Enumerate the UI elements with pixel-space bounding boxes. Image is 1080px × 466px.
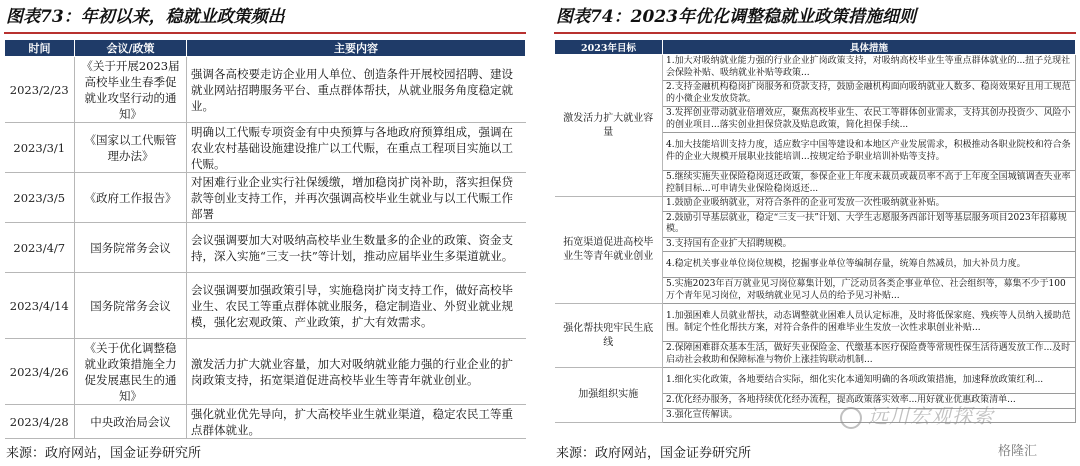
measure-item: 4.加大技能培训支持力度，适应数字中国等建设和本地区产业发展需求，积极推动各职业院校和符合条件的企业大规模开展职业技能培训...按规定给予职业培训补贴等支持。 (663, 133, 1076, 171)
measure-item: 2.鼓励引导基层就业，稳定“三支一扶”计划、大学生志愿服务西部计划等基层服务项目2023年招募规模。 (663, 211, 1076, 237)
table-row (5, 173, 526, 223)
row-meeting: 国务院常务会议 (75, 273, 187, 339)
row-date: 2023/2/23 (5, 57, 75, 123)
row-content: 会议强调要加大对吸纳高校毕业生数量多的企业的政策、资金支持，深入实施“三支一扶”等计划，推动应届毕业生多渠道就业。 (187, 223, 526, 273)
table-row (5, 123, 526, 173)
table-row (555, 55, 1076, 81)
measure-item: 2.保障困难群众基本生活，做好失业保险金、代缴基本医疗保险费等常规性保生活待遇发放工作...及时启动社会救助和保障标准与物价上涨挂钩联动机制... (663, 342, 1076, 368)
watermark (840, 400, 994, 429)
measure-item: 1.加大对吸纳就业能力强的行业企业扩岗政策支持，对吸纳高校毕业生等重点群体就业的...扭子兑现社会保险补贴、吸纳就业补贴等政策... (663, 55, 1076, 81)
row-content: 强调各高校要走访企业用人单位、创造条件开展校园招聘、建设就业网站招聘服务平台、重点群体帮扶，从就业服务角度稳定就业。 (187, 57, 526, 123)
header-content: 主要内容 (187, 40, 526, 57)
row-date: 2023/3/5 (5, 173, 75, 223)
table-row (555, 197, 1076, 212)
left-policy-table (4, 39, 526, 439)
measure-item: 3.支持国有企业扩大招聘规模。 (663, 237, 1076, 252)
measure-item: 1.细化实化政策，各地要结合实际，细化实化本通知明确的各项政策措施，加速释放政策红利... (663, 368, 1076, 394)
row-meeting: 国务院常务会议 (75, 223, 187, 273)
header-meeting: 会议/政策 (75, 40, 187, 57)
row-content: 明确以工代赈专项资金有中央预算与各地政府预算组成，强调在农业农村基础设施建设推广以工代赈，在重点工程项目实施以工代赈。 (187, 123, 526, 173)
right-table-header (555, 40, 1076, 55)
table-row (555, 368, 1076, 394)
row-date: 2023/3/1 (5, 123, 75, 173)
right-figure-title: 图表74：2023年优化调整稳就业政策措施细则 (554, 0, 1076, 34)
row-meeting: 中央政治局会议 (75, 405, 187, 439)
measure-item: 2.支持金融机构稳岗扩岗服务和贷款支持，鼓励金融机构面向吸纳就业人数多、稳岗效果好且用工规范的小微企业发放贷款。 (663, 81, 1076, 107)
row-date: 2023/4/14 (5, 273, 75, 339)
row-date: 2023/4/28 (5, 405, 75, 439)
table-row (5, 273, 526, 339)
row-content: 激发活力扩大就业容量，加大对吸纳就业能力强的行业企业的扩岗政策支持，拓宽渠道促进高校毕业生等青年就业创业。 (187, 339, 526, 405)
row-content: 强化就业优先导向，扩大高校毕业生就业渠道，稳定农民工等重点群体就业。 (187, 405, 526, 439)
watermark-text: 远川宏观探索 (868, 404, 994, 428)
watermark-icon (840, 407, 862, 429)
row-meeting: 《国家以工代赈管理办法》 (75, 123, 187, 173)
measure-item: 5.继续实施失业保险稳岗返还政策，参保企业上年度未裁员或裁员率不高于上年度全国城镇调查失业率控制目标...可申请失业保险稳岗返还... (663, 171, 1076, 197)
row-meeting: 《政府工作报告》 (75, 173, 187, 223)
left-panel (4, 0, 526, 439)
row-meeting: 《关于优化调整稳就业政策措施全力促发展惠民生的通知》 (75, 339, 187, 405)
row-content: 对困难行业企业实行社保缓缴，增加稳岗扩岗补助，落实担保贷款等创业支持工作，并再次强调高校毕业生就业与以工代赈工作部署 (187, 173, 526, 223)
measure-item: 3.发挥创业带动就业倍增效应，聚焦高校毕业生、农民工等群体创业需求，支持其创办投资少、风险小的创业项目...落实创业担保贷款及贴息政策，简化担保手续... (663, 107, 1076, 133)
table-row (5, 223, 526, 273)
table-row (5, 339, 526, 405)
table-row (555, 304, 1076, 342)
row-content: 会议强调要加强政策引导，实施稳岗扩岗支持工作，做好高校毕业生、农民工等重点群体就业服务，稳定制造业、外贸业就业规模，强化宏观政策、产业政策，扩大有效需求。 (187, 273, 526, 339)
measure-item: 1.加强困难人员就业帮扶，动态调整就业困难人员认定标准，及时将低保家庭、残疾等人员纳入援助范围。制定个性化帮扶方案，对符合条件的困难毕业生发放一次性求职创业补贴... (663, 304, 1076, 342)
goal-cell: 加强组织实施 (555, 368, 663, 423)
goal-cell: 激发活力扩大就业容量 (555, 55, 663, 197)
logo: 格隆汇 (998, 444, 1038, 459)
row-meeting: 《关于开展2023届高校毕业生春季促就业攻坚行动的通知》 (75, 57, 187, 123)
header-measures: 具体措施 (663, 40, 1076, 55)
right-measures-table (554, 39, 1076, 423)
measure-item: 5.实施2023年百万就业见习岗位募集计划，广泛动员各类企事业单位、社会组织等，募集不少于100万个青年见习岗位，对吸纳就业见习人员的给予见习补贴... (663, 278, 1076, 304)
left-figure-title: 图表73：年初以来，稳就业政策频出 (4, 0, 526, 34)
table-row (5, 57, 526, 123)
goal-cell: 拓宽渠道促进高校毕业生等青年就业创业 (555, 197, 663, 304)
measure-item: 4.稳定机关事业单位岗位规模，挖掘事业单位等编制存量，统筹自然减员，加大补员力度。 (663, 252, 1076, 278)
row-date: 2023/4/26 (5, 339, 75, 405)
table-row (5, 405, 526, 439)
row-date: 2023/4/7 (5, 223, 75, 273)
right-panel (554, 0, 1076, 423)
measure-item: 2.优化经办服务，各地持续优化经办流程，提高政策落实效率...用好就业优惠政策清单... (663, 394, 1076, 409)
left-source-note: 来源：政府网站，国金证券研究所 (6, 446, 202, 461)
left-table-header (5, 40, 526, 57)
measure-item: 1.鼓励企业吸纳就业，对符合条件的企业可发放一次性吸纳就业补贴。 (663, 197, 1076, 212)
measure-item: 3.强化宣传解读。 (663, 408, 1076, 423)
right-source-note: 来源：政府网站，国金证券研究所 (556, 446, 752, 461)
header-time: 时间 (5, 40, 75, 57)
goal-cell: 强化帮扶兜牢民生底线 (555, 304, 663, 368)
header-goal: 2023年目标 (555, 40, 663, 55)
